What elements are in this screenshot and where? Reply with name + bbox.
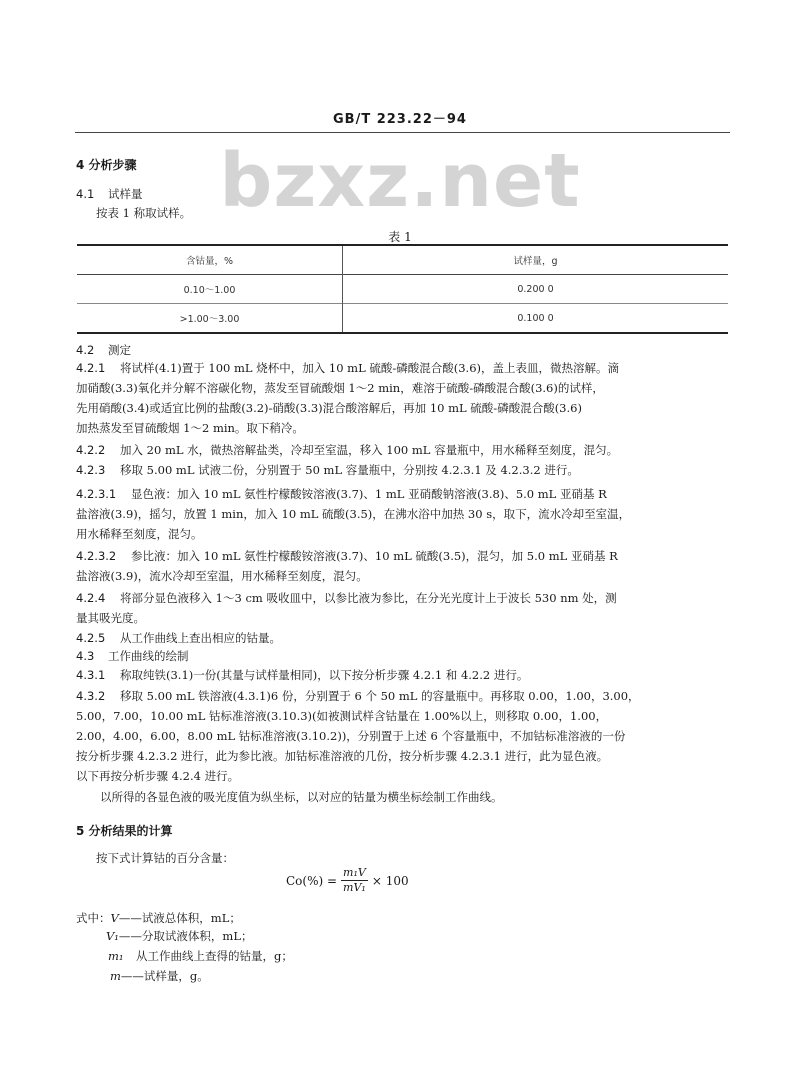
- calculation-intro: 按下式计算钴的百分含量：: [96, 851, 234, 865]
- variable-symbol: m: [110, 969, 121, 983]
- variable-description: ——试液总体积，mL；: [118, 911, 241, 925]
- clause-4-1: [76, 186, 143, 202]
- section-5-title: 5 分析结果的计算: [76, 824, 173, 838]
- paragraph-text: 显色液：加入 10 mL 氨性柠檬酸铵溶液(3.7)、1 mL 亚硝酸钠溶液(3.8)、5.0 mL 亚硝基 R: [131, 487, 607, 501]
- formula-lhs: Co(%) =: [286, 873, 338, 888]
- clause-4-3-2-number: 4.3.2: [76, 689, 106, 703]
- paragraph-text: 将试样(4.1)置于 100 mL 烧杯中，加入 10 mL 硫酸-磷酸混合酸(3.6)，盖上表皿，微热溶解。滴: [120, 361, 620, 375]
- table-row: [77, 275, 728, 304]
- variable-symbol: V: [110, 911, 119, 925]
- clause-4-2-4-line-2: 量其吸光度。: [76, 611, 145, 625]
- variable-row: [76, 910, 241, 926]
- section-4-title: 4 分析步骤: [76, 158, 137, 172]
- clause-4-2-5: [76, 630, 281, 646]
- clause-4-2-number: 4.2: [76, 343, 95, 357]
- clause-4-2-3-1-line-1: [76, 486, 607, 502]
- formula-rhs: × 100: [371, 873, 409, 888]
- clause-4-3-number: 4.3: [76, 649, 95, 663]
- clause-4-2-3-1-line-2: 盐溶液(3.9)，摇匀，放置 1 min，加入 10 mL 硫酸(3.5)，在沸水浴中加热 30 s，取下，流水冷却至室温，: [76, 507, 631, 521]
- clause-4-2-4-line-1: [76, 590, 617, 606]
- paragraph-text: 参比液：加入 10 mL 氨性柠檬酸铵溶液(3.7)、10 mL 硫酸(3.5)，混匀，加 5.0 mL 亚硝基 R: [131, 549, 618, 563]
- variable-description: ——分取试液体积，mL；: [118, 929, 253, 943]
- clause-4-3-2-line-5: 以下再按分析步骤 4.2.4 进行。: [76, 769, 240, 783]
- table-cell: 0.100 0: [343, 304, 729, 334]
- clause-4-2-title: 测定: [108, 343, 131, 357]
- variable-symbol: V₁: [106, 929, 119, 943]
- clause-4-2-3-2-number: 4.2.3.2: [76, 549, 117, 563]
- header-rule: [75, 132, 730, 133]
- clause-4-1-number: 4.1: [76, 187, 95, 201]
- clause-4-2-5-number: 4.2.5: [76, 631, 106, 645]
- table-header-row: [77, 245, 728, 275]
- clause-4-2-2-number: 4.2.2: [76, 443, 106, 457]
- where-label: 式中：: [76, 911, 111, 925]
- clause-4-2-1-line-4: 加热蒸发至冒硫酸烟 1～2 min。取下稍冷。: [76, 421, 304, 435]
- table-cell: >1.00～3.00: [179, 314, 240, 325]
- clause-4-3-2-line-4: 按分析步骤 4.2.3.2 进行，此为参比液。加钴标准溶液的几份，按分析步骤 4.2.3.1 进行，此为显色液。: [76, 749, 609, 763]
- paragraph-text: 从工作曲线上查出相应的钴量。: [120, 631, 281, 645]
- table-1-caption: 表 1: [388, 230, 412, 244]
- formula-denominator: mV₁: [343, 881, 366, 894]
- clause-4-3-2-line-1: [76, 688, 640, 704]
- clause-4-3-1: [76, 667, 528, 683]
- variable-description: 从工作曲线上查得的钴量，g；: [136, 949, 293, 963]
- cobalt-formula: [286, 866, 409, 895]
- clause-4-2: [76, 342, 131, 358]
- clause-4-2-3-2-line-2: 盐溶液(3.9)，流水冷却至室温，用水稀释至刻度，混匀。: [76, 569, 368, 583]
- clause-4-2-1-line-2: 加硝酸(3.3)氧化并分解不溶碳化物，蒸发至冒硫酸烟 1～2 min，难溶于硫酸-磷酸混合酸(3.6)的试样，: [76, 381, 604, 395]
- clause-4-3-1-number: 4.3.1: [76, 668, 106, 682]
- clause-4-2-3-1-line-3: 用水稀释至刻度，混匀。: [76, 527, 203, 541]
- paragraph-text: 称取纯铁(3.1)一份(其量与试样量相同)，以下按分析步骤 4.2.1 和 4.2.2 进行。: [120, 668, 529, 682]
- variable-row: [110, 968, 209, 984]
- paragraph-text: 移取 5.00 mL 试液二份，分别置于 50 mL 容量瓶中，分别按 4.2.3.1 及 4.2.3.2 进行。: [120, 463, 579, 477]
- clause-4-2-1-line-1: [76, 360, 619, 376]
- clause-4-2-3: [76, 462, 579, 478]
- clause-4-2-4-number: 4.2.4: [76, 591, 106, 605]
- standard-code-header: GB/T 223.22－94: [333, 112, 467, 127]
- table-cell: 0.200 0: [343, 275, 729, 304]
- clause-4-1-title: 试样量: [108, 187, 143, 201]
- clause-4-3: [76, 648, 189, 664]
- sample-mass-table: [77, 244, 728, 334]
- clause-4-2-2: [76, 442, 618, 458]
- clause-4-3-2-line-3: 2.00，4.00，6.00，8.00 mL 钴标准溶液(3.10.2))，分别置于上述 6 个容量瓶中，不加钴标准溶液的一份: [76, 729, 626, 743]
- variable-description: ——试样量，g。: [120, 969, 209, 983]
- table-header-sample-mass: 试样量，g: [343, 245, 729, 275]
- variable-symbol: m₁: [108, 949, 124, 963]
- table-row: [77, 304, 728, 334]
- paragraph-text: 移取 5.00 mL 铁溶液(4.3.1)6 份，分别置于 6 个 50 mL 的容量瓶中。再移取 0.00，1.00，3.00，: [120, 689, 640, 703]
- watermark: bzxz.net: [219, 138, 581, 224]
- formula-numerator: m₁V: [343, 866, 366, 879]
- clause-4-1-text: 按表 1 称取试样。: [96, 206, 192, 220]
- variable-row: [108, 948, 293, 964]
- clause-4-2-3-1-number: 4.2.3.1: [76, 487, 117, 501]
- clause-4-2-1-line-3: 先用硝酸(3.4)或适宜比例的盐酸(3.2)-硝酸(3.3)混合酸溶解后，再加 10 mL 硫酸-磷酸混合酸(3.6): [76, 401, 582, 415]
- clause-4-2-3-number: 4.2.3: [76, 463, 106, 477]
- formula-fraction: [341, 866, 368, 895]
- clause-4-2-3-2-line-1: [76, 548, 618, 564]
- clause-4-3-3-text: 以所得的各显色液的吸光度值为纵坐标，以对应的钴量为横坐标绘制工作曲线。: [100, 790, 503, 804]
- clause-4-2-1-number: 4.2.1: [76, 361, 106, 375]
- paragraph-text: 将部分显色液移入 1～3 cm 吸收皿中，以参比液为参比，在分光光度计上于波长 530 nm 处，测: [120, 591, 617, 605]
- clause-4-3-title: 工作曲线的绘制: [108, 649, 189, 663]
- table-cell: 0.10～1.00: [183, 285, 236, 296]
- variable-row: [106, 928, 252, 944]
- clause-4-3-2-line-2: 5.00，7.00，10.00 mL 钴标准溶液(3.10.3)(如被测试样含钴量在 1.00%以上，则移取 0.00，1.00，: [76, 709, 608, 723]
- table-header-cobalt-content: 含钴量，%: [185, 256, 234, 267]
- paragraph-text: 加入 20 mL 水，微热溶解盐类，冷却至室温，移入 100 mL 容量瓶中，用水稀释至刻度，混匀。: [120, 443, 619, 457]
